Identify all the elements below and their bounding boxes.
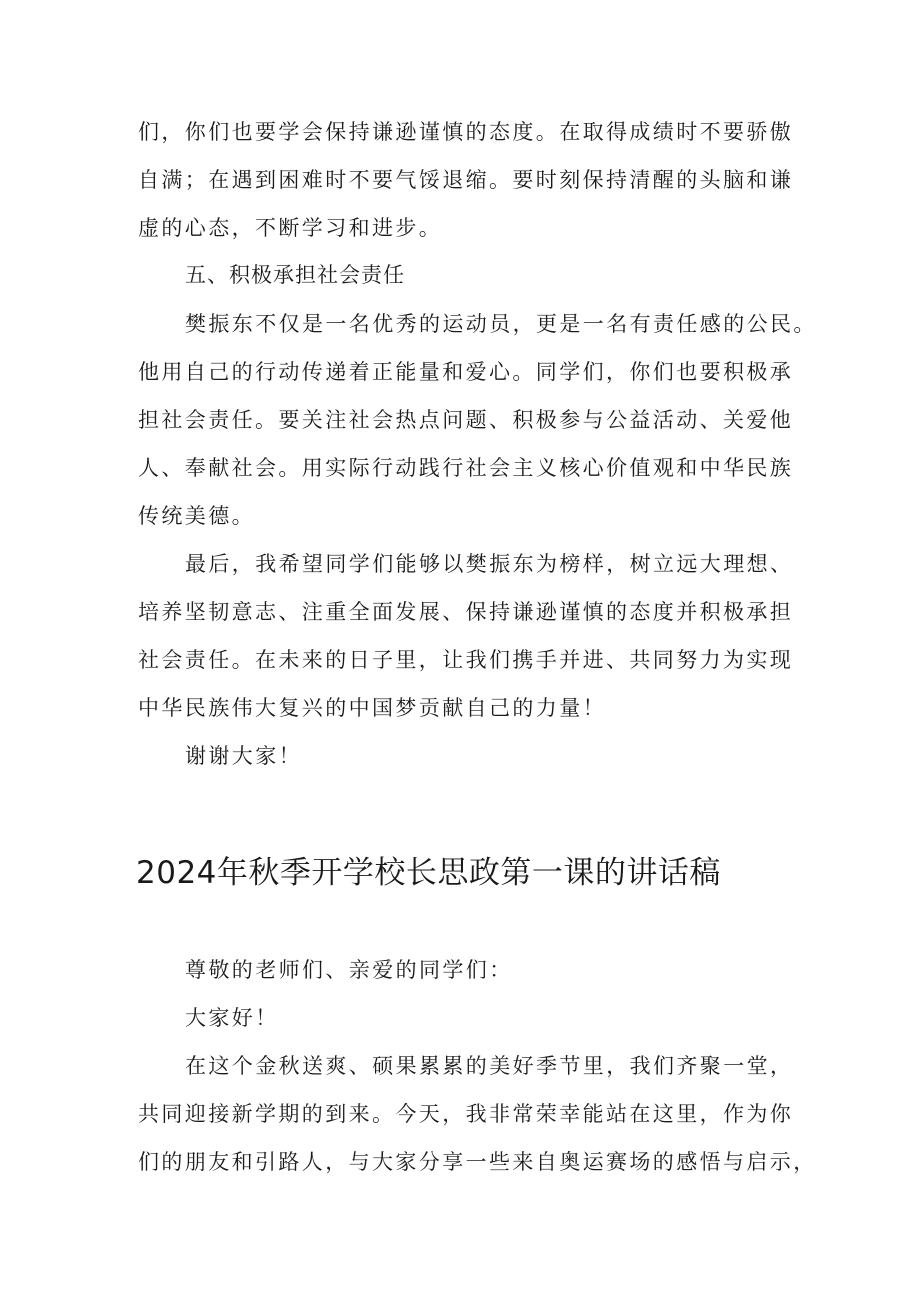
body-text-line: 共同迎接新学期的到来。今天，我非常荣幸能站在这里，作为你 bbox=[138, 1102, 794, 1126]
body-text-line: 中华民族伟大复兴的中国梦贡献自己的力量！ bbox=[138, 696, 606, 720]
body-text-line: 最后，我希望同学们能够以樊振东为榜样，树立远大理想、 bbox=[185, 552, 794, 576]
body-text-line: 培养坚韧意志、注重全面发展、保持谦逊谨慎的态度并积极承担 bbox=[138, 600, 794, 624]
body-text-line: 传统美德。 bbox=[138, 504, 255, 528]
closing-text: 谢谢大家！ bbox=[185, 744, 302, 768]
body-text-line: 们的朋友和引路人，与大家分享一些来自奥运赛场的感悟与启示， bbox=[138, 1150, 817, 1174]
body-text-line: 担社会责任。要关注社会热点问题、积极参与公益活动、关爱他 bbox=[138, 408, 794, 432]
greeting-text: 尊敬的老师们、亲爱的同学们： bbox=[185, 958, 513, 982]
body-text-line: 社会责任。在未来的日子里，让我们携手并进、共同努力为实现 bbox=[138, 648, 794, 672]
body-text-line: 他用自己的行动传递着正能量和爱心。同学们，你们也要积极承 bbox=[138, 360, 794, 384]
body-text-line: 们，你们也要学会保持谦逊谨慎的态度。在取得成绩时不要骄傲 bbox=[138, 120, 794, 144]
document-title: 2024年秋季开学校长思政第一课的讲话稿 bbox=[136, 855, 721, 891]
body-text-line: 虚的心态，不断学习和进步。 bbox=[138, 216, 443, 240]
section-heading: 五、积极承担社会责任 bbox=[185, 263, 405, 287]
greeting-text: 大家好！ bbox=[185, 1006, 279, 1030]
body-text-line: 人、奉献社会。用实际行动践行社会主义核心价值观和中华民族 bbox=[138, 456, 794, 480]
body-text-line: 自满；在遇到困难时不要气馁退缩。要时刻保持清醒的头脑和谦 bbox=[138, 168, 794, 192]
body-text-line: 樊振东不仅是一名优秀的运动员，更是一名有责任感的公民。 bbox=[185, 312, 817, 336]
body-text-line: 在这个金秋送爽、硕果累累的美好季节里，我们齐聚一堂， bbox=[185, 1054, 794, 1078]
